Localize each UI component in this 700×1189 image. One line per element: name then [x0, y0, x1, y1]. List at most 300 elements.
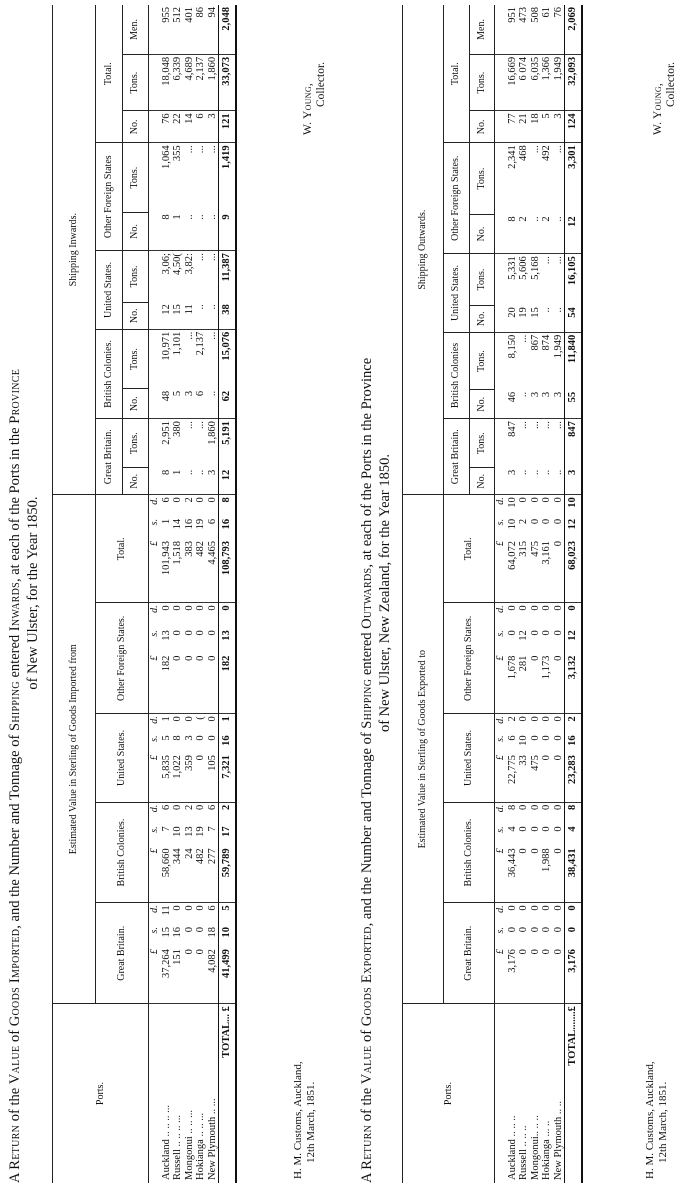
shilling-sign: s. [149, 927, 160, 934]
port-name: Mongonui .. .. ... [183, 1109, 195, 1180]
stot-value: 1,860 [207, 54, 218, 111]
sbc-value: ... [518, 334, 530, 343]
of-value: 13 [161, 630, 172, 641]
port-name: Mongonui.. .. .. [529, 1115, 541, 1180]
sbc-value: ... [206, 331, 218, 340]
of-value: 0 [507, 605, 518, 611]
sbc-value: 5 [172, 389, 183, 419]
stot-value: 16,669 [507, 54, 518, 111]
stot-value: 5 [541, 111, 552, 143]
sgb-value: 1,860 [206, 421, 218, 445]
pound-sign: £ [149, 539, 162, 603]
of-value: 0 [206, 630, 218, 636]
footer-date: 12th March, 1851. [657, 1081, 669, 1163]
sus-value: .. [207, 302, 218, 329]
men-header: Men. [469, 5, 495, 54]
stot-value: 18 [530, 111, 541, 143]
tot-value: 482 [195, 539, 206, 603]
pound-sign: £ [495, 846, 508, 903]
port-name: Auckland .. .. .. [507, 1115, 518, 1180]
exports-section [352, 0, 700, 1189]
imports-table [52, 5, 237, 1183]
value-header: Estimated Value in Sterling of Goods Exported to [403, 495, 444, 1004]
customs-office: H. M. Customs, Auckland, [644, 1061, 656, 1179]
stot-value: 2,069 [565, 5, 583, 54]
s-gb-header: Great Britain. [96, 419, 123, 495]
port-name: Auckland .. .. .. ... [161, 1105, 172, 1180]
tot-value: 3,161 [541, 539, 552, 603]
s-of-header: Other Foreign States. [444, 143, 470, 254]
stot-value: 121 [219, 111, 237, 143]
gb-value: 15 [161, 927, 172, 938]
s-us-header: United States. [96, 251, 123, 330]
of-value: 0 [507, 630, 518, 636]
pound-sign: £ [495, 654, 508, 714]
sgb-value: 847 [565, 419, 583, 468]
stot-value: 1,366 [541, 54, 552, 111]
bc-value: 7 [161, 826, 172, 832]
tons-header: Tons. [122, 251, 149, 303]
stot-value: 6,339 [172, 54, 183, 111]
shilling-sign: s. [495, 826, 506, 833]
tot-value: 0 [529, 518, 541, 525]
bc-value: 59,789 [219, 846, 237, 903]
sbc-value: 867 [529, 334, 541, 351]
us-value: 1,022 [172, 753, 183, 802]
of-header: Other Foreign States. [444, 603, 495, 714]
tot-value: 8 [219, 495, 237, 517]
sgb-value: 380 [172, 421, 184, 437]
no-header: No. [122, 212, 149, 250]
sof-value: 1,064 [161, 145, 172, 169]
sus-value: 5,331 [507, 256, 518, 280]
us-value: 16 [219, 733, 237, 753]
sgb-value: ... [195, 421, 207, 430]
tot-value: 101,943 [161, 539, 172, 603]
shilling-sign: s. [149, 630, 160, 637]
us-value: 0 [518, 716, 530, 722]
sgb-value: 847 [507, 421, 518, 437]
tot-value: 19 [195, 518, 207, 530]
sgb-value: .. [530, 468, 541, 495]
sof-value: 2,341 [507, 145, 518, 169]
bc-value: 19 [195, 826, 207, 837]
us-value: 0 [541, 735, 553, 741]
s-bc-header: British Colonies. [96, 329, 123, 418]
shilling-sign: s. [149, 735, 160, 742]
imports-signature [302, 62, 328, 135]
sof-value: 1 [172, 212, 183, 250]
total-header: Total. [96, 495, 149, 603]
bc-value: 0 [541, 804, 553, 810]
stot-value: 4,689 [184, 54, 195, 111]
sbc-value: 3 [184, 389, 195, 419]
bc-value: 0 [553, 846, 564, 903]
port-name: New Plymouth .. .. [552, 1100, 564, 1180]
gb-value: 0 [184, 947, 195, 1004]
tot-value: 475 [530, 539, 541, 603]
bc-header: British Colonies. [96, 802, 149, 903]
us-value: 2 [507, 716, 518, 722]
tot-value: 0 [553, 539, 564, 603]
sgb-value: ... [552, 421, 564, 430]
no-header: No. [122, 302, 149, 329]
tot-value: 6 [206, 518, 218, 525]
of-value: 0 [172, 654, 183, 714]
us-value: 1 [161, 716, 172, 722]
sus-value: .. [541, 305, 552, 332]
tot-value: 1,518 [172, 539, 183, 603]
of-value: 3,132 [565, 654, 583, 714]
stot-value: 2,137 [195, 54, 206, 111]
of-value: 182 [219, 654, 237, 714]
of-value: 0 [172, 605, 184, 611]
sbc-value: 62 [219, 389, 237, 419]
of-value: 1,173 [541, 654, 552, 714]
sgb-value: 5,191 [219, 419, 237, 468]
gb-value: 0 [195, 905, 207, 911]
us-value: 0 [552, 735, 564, 741]
gb-value: 10 [219, 925, 237, 947]
of-value: 0 [183, 605, 195, 611]
tons-header: Tons. [469, 254, 495, 306]
stot-value: 22 [172, 111, 183, 143]
table-row [541, 5, 552, 1183]
stot-value: 6 074 [518, 54, 529, 111]
bc-value: 10 [172, 826, 184, 837]
sgb-value: ... [518, 421, 530, 430]
sus-value: 5,606 [518, 256, 530, 280]
sof-value: ... [206, 145, 218, 154]
us-value: 0 [183, 716, 195, 722]
bc-value: 0 [195, 804, 207, 810]
us-value: 0 [541, 716, 553, 722]
stot-value: 94 [207, 5, 218, 54]
pound-sign: £ [149, 753, 162, 802]
shilling-sign: s. [149, 518, 160, 526]
pence-sign: d. [149, 905, 160, 913]
sof-value: .. [184, 212, 195, 250]
us-value: 8 [172, 735, 184, 741]
of-value: 13 [219, 628, 237, 653]
sof-value: .. [553, 214, 564, 253]
sus-value: 12 [161, 302, 172, 329]
sbc-value: 11,840 [565, 332, 583, 390]
tons-header: Tons. [469, 143, 495, 215]
of-value: 0 [195, 654, 206, 714]
gb-value: 0 [565, 903, 583, 925]
sgb-value: .. [184, 468, 195, 495]
s-of-header: Other Foreign States [96, 143, 123, 251]
tot-value: 315 [518, 539, 529, 603]
gb-value: 6 [206, 905, 218, 911]
table-row [172, 5, 183, 1183]
sbc-value: 1,101 [172, 331, 184, 356]
sof-value: 8 [507, 214, 518, 253]
port-name: Hokianga .. .. ... [195, 1112, 207, 1180]
customs-office: H. M. Customs, Auckland, [292, 1061, 304, 1179]
stot-value: 955 [161, 5, 172, 54]
tot-value: 6 [161, 497, 172, 503]
sof-value: .. [530, 214, 541, 253]
sus-value: 54 [565, 305, 583, 332]
tot-value: 0 [541, 497, 553, 503]
of-value: 281 [518, 654, 529, 714]
exports-title-line2: of New Ulster, New Zealand, for the Year 1850. [377, 453, 393, 733]
no-header: No. [469, 214, 495, 253]
tot-value: 0 [529, 497, 541, 503]
tot-value: 0 [206, 497, 218, 503]
bc-header: British Colonies. [444, 802, 495, 903]
us-value: 22,775 [507, 753, 518, 802]
sbc-value: 8,150 [507, 334, 518, 359]
sus-value: ... [541, 256, 553, 265]
us-value: 7,321 [219, 753, 237, 802]
shilling-sign: s. [495, 518, 506, 526]
us-value: 0 [172, 716, 184, 722]
us-value: 0 [206, 735, 218, 741]
of-value: 0 [172, 630, 184, 636]
tons-header: Tons. [122, 54, 149, 111]
of-value: 0 [195, 630, 207, 636]
tons-header: Tons. [469, 419, 495, 468]
us-value: 0 [552, 716, 564, 722]
stot-value: 21 [518, 111, 529, 143]
tot-value: 383 [184, 539, 195, 603]
shilling-sign: s. [495, 630, 506, 637]
bc-value: 277 [207, 846, 218, 903]
shilling-sign: s. [495, 735, 506, 742]
total-label: TOTAL... £ [219, 1004, 237, 1183]
bc-value: 0 [518, 826, 530, 832]
no-header: No. [469, 468, 495, 495]
gb-value: 0 [195, 927, 207, 933]
tot-value: 0 [518, 497, 530, 503]
of-value: 0 [553, 654, 564, 714]
sof-value: 468 [518, 145, 530, 162]
stot-value: 18,048 [161, 54, 172, 111]
sgb-value: ... [183, 421, 195, 430]
of-value: 1,678 [507, 654, 518, 714]
total-header: Total. [444, 495, 495, 603]
collector-title: Collector. [315, 61, 327, 107]
sof-value: 355 [172, 145, 184, 162]
of-value: 0 [184, 654, 195, 714]
gb-value: 0 [530, 947, 541, 1004]
sof-value: 492 [541, 145, 553, 162]
tons-header: Tons. [122, 143, 149, 213]
port-name: Russell .. .. .. ... [172, 1114, 184, 1180]
sbc-value: .. [207, 389, 218, 419]
us-value: 33 [518, 753, 529, 802]
tot-value: 1 [161, 518, 172, 525]
stot-value: 6 [195, 111, 206, 143]
pence-sign: d. [149, 605, 160, 613]
imports-footer [292, 1061, 318, 1179]
gb-value: 4,082 [207, 947, 218, 1004]
sgb-value: 3 [207, 468, 218, 495]
gb-value: 0 [541, 947, 552, 1004]
us-value: 0 [529, 716, 541, 722]
gb-value: 0 [507, 905, 518, 911]
stot-value: 401 [184, 5, 195, 54]
sof-value: .. [207, 212, 218, 250]
bc-value: 24 [184, 846, 195, 903]
gb-value: 0 [518, 927, 530, 933]
tons-header: Tons. [469, 332, 495, 390]
exports-table [402, 5, 583, 1183]
stot-value: 508 [530, 5, 541, 54]
sof-value: .. [195, 212, 206, 250]
stot-value: 512 [172, 5, 183, 54]
shilling-sign: s. [495, 927, 506, 934]
sof-value: 9 [219, 212, 237, 250]
bc-value: 0 [529, 826, 541, 832]
of-value: 0 [529, 630, 541, 636]
stot-value: 124 [565, 111, 583, 143]
gb-value: 16 [172, 927, 184, 938]
stot-value: 32,093 [565, 54, 583, 111]
sof-value: ... [183, 145, 195, 154]
table-row [161, 5, 172, 1183]
no-header: No. [469, 390, 495, 419]
bc-value: 344 [172, 846, 183, 903]
tot-value: 2 [518, 518, 530, 525]
sof-value: ... [529, 145, 541, 154]
sus-value: 4,50( [172, 253, 184, 275]
stot-value: 6,035 [530, 54, 541, 111]
of-header: Other Foreign States. [96, 603, 149, 714]
sbc-value: 2,137 [195, 331, 207, 356]
tot-value: 10 [507, 497, 518, 508]
tot-value: 10 [507, 518, 518, 530]
ports-header: Ports. [403, 1004, 495, 1183]
sbc-value: 6 [195, 389, 206, 419]
of-value: 0 [518, 605, 530, 611]
sus-value: ... [552, 256, 564, 265]
port-name: New Plymouth .. ... [206, 1098, 218, 1180]
imports-total-row [219, 5, 237, 1183]
gb-value: 0 [183, 905, 195, 911]
pence-sign: d. [495, 716, 506, 724]
tot-value: 10 [565, 495, 583, 517]
port-name: Hokianga ... .. [541, 1120, 553, 1180]
table-row [207, 5, 218, 1183]
of-value: 0 [529, 605, 541, 611]
gb-value: 0 [553, 947, 564, 1004]
stot-value: 473 [518, 5, 529, 54]
s-gb-header: Great Britain. [444, 419, 470, 495]
pound-sign: £ [495, 947, 508, 1004]
sus-value: .. [553, 305, 564, 332]
bc-value: 17 [219, 824, 237, 846]
tons-header: Tons. [122, 329, 149, 389]
gb-header: Great Britain. [444, 903, 495, 1004]
gb-value: 0 [195, 947, 206, 1004]
sgb-value: .. [553, 468, 564, 495]
of-value: 182 [161, 654, 172, 714]
sof-value: ... [195, 145, 207, 154]
stot-value: 86 [195, 5, 206, 54]
pence-sign: d. [495, 905, 506, 913]
pence-sign: d. [149, 497, 160, 505]
sus-value: 38 [219, 302, 237, 329]
pound-sign: £ [149, 947, 162, 1004]
no-header: No. [469, 305, 495, 332]
tot-value: 0 [172, 497, 184, 503]
imports-title-line2: of New Ulster, for the Year 1850. [25, 496, 41, 690]
tot-value: 16 [219, 517, 237, 539]
sus-value: 15 [172, 302, 183, 329]
exports-signature [652, 62, 678, 135]
tot-value: 16 [183, 518, 195, 530]
pound-sign: £ [149, 654, 162, 714]
pence-sign: d. [149, 716, 160, 724]
bc-value: 8 [507, 804, 518, 810]
us-value: 0 [529, 735, 541, 741]
sgb-value: .. [541, 468, 552, 495]
currency-row [495, 5, 508, 1183]
of-value: 0 [541, 630, 553, 636]
us-header: United States. [96, 714, 149, 802]
gb-value: 0 [518, 947, 529, 1004]
pence-sign: d. [495, 804, 506, 813]
sof-value: 12 [565, 214, 583, 253]
us-value: 359 [184, 753, 195, 802]
us-value: 475 [530, 753, 541, 802]
sus-value: ... [206, 253, 218, 261]
bc-value: 0 [530, 846, 541, 903]
bc-value: 0 [518, 804, 530, 810]
exports-footer [644, 1061, 670, 1179]
stot-value: 3 [207, 111, 218, 143]
us-value: 0 [553, 753, 564, 802]
of-value: 0 [195, 605, 207, 611]
sgb-value: 3 [565, 468, 583, 495]
sbc-value: 3 [553, 390, 564, 419]
sof-value: ... [552, 145, 564, 154]
sbc-value: .. [518, 390, 529, 419]
bc-value: 6 [161, 804, 172, 810]
men-header: Men. [122, 5, 149, 54]
value-header: Estimated Value in Sterling of Goods Imported from [53, 495, 96, 1004]
bc-value: 482 [195, 846, 206, 903]
gb-value: 18 [206, 927, 218, 938]
bc-value: 0 [541, 826, 553, 832]
us-value: 2 [565, 714, 583, 734]
gb-value: 0 [529, 927, 541, 933]
sbc-value: 3 [530, 390, 541, 419]
us-value: 10 [518, 735, 530, 746]
imports-title: A Return of the Value of Goods Imported, and the Number and Tonnage of Shipping entered Inwards, at each of the Ports in the Province of New Ulster, for the Year 1850. [7, 368, 41, 1183]
stot-value: 76 [553, 5, 564, 54]
sgb-value: ... [541, 421, 553, 430]
table-row [507, 5, 518, 1183]
us-value: 0 [541, 753, 552, 802]
no-header: No. [469, 111, 495, 143]
imports-rows [161, 5, 218, 1183]
tot-value: 0 [552, 518, 564, 525]
s-total-header: Total. [444, 5, 470, 143]
shipping-header: Shipping Inwards. [53, 5, 96, 495]
total-label: TOTAL.......£ [565, 1004, 583, 1183]
sgb-value: .. [518, 468, 529, 495]
us-value: ( [195, 716, 207, 720]
gb-value: 3,176 [507, 947, 518, 1004]
sus-value: 15 [530, 305, 541, 332]
bc-value: 6 [206, 804, 218, 810]
tot-value: 4,465 [207, 539, 218, 603]
